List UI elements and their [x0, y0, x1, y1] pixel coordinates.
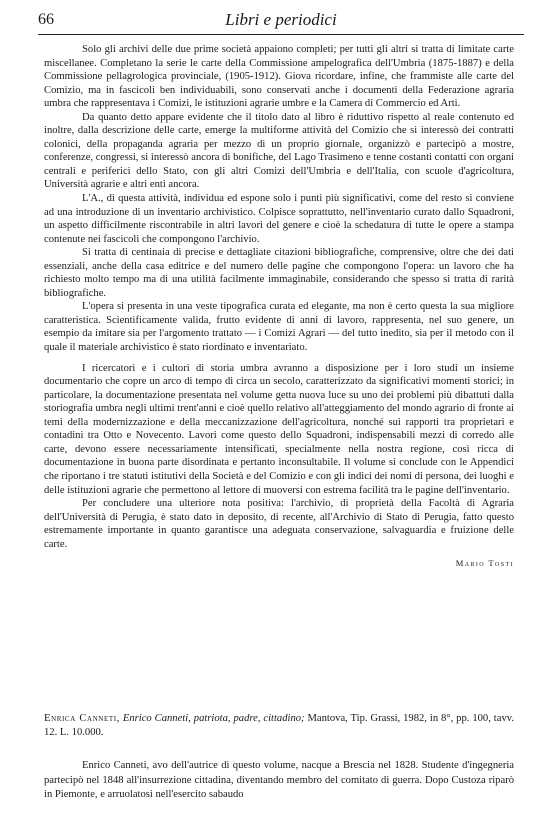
paragraph: I ricercatori e i cultori di storia umbra avranno a disposizione per i loro studi un insieme documentario che copre un arco di tempo di circa un secolo, caratterizzato da significativi momenti storici; in particolare, la documentazione presentata nel volume getta nuova luce su uno dei problemi più dibattuti dalla storiografia umbra negli ultimi trent'anni e cioè quello relativo all'atteggiamento del mondo agrario di fronte ai temi della modernizzazione e della meccanizzazione dell'agricoltura, nonché sui rapporti tra proprietari e contadini tra Otto e Novecento. Lavori come questo dello Squadroni, indispensabili mezzi di corredo alle carte, devono essere necessariamente intensificati, specialmente nella nostra regione, così ricca di documentazione in buona parte disordinata e pertanto inconsultabile. Il volume si conclude con le Appendici che riportano i tre statuti istitutivi della Società e del Comizio e con gli indici dei nomi di persona, dei luoghi e delle istituzioni agrarie che permettono al lettore di muoversi con estrema facilità tra le pagine dell'inventario.: [44, 362, 514, 496]
running-title: Libri e periodici: [225, 10, 337, 29]
paragraph: Per concludere una ulteriore nota positiva: l'archivio, di proprietà della Facoltà di Agraria dell'Università di Perugia, è stato dato in deposito, di recente, all'Archivio di Stato di Perugia, fatto questo estremamente importante in quanto garantisce una adeguata conservazione, salvaguardia e fruizione delle carte.: [44, 498, 514, 550]
paragraph: Solo gli archivi delle due prime società appaiono completi; per tutti gli altri si tratta di limitate carte miscellanee. Completano la serie le carte della Commissione ampelografica dell'Umbria (1875-1887) e della Commissione pellagrologica provinciale, (1905-1912). Giova ricordare, infine, che frammiste alle carte del Comizio, ma in fascicoli ben individuabili, sono conservati anche i documenti della Federazione agraria umbra che rappresentava i Comizi, le istituzioni agrarie umbre e la Camera di Commercio ed Arti.: [44, 44, 514, 110]
paragraph: Si tratta di centinaia di precise e dettagliate citazioni bibliografiche, comprensive, oltre che dei dati essenziali, anche della casa editrice e del numero delle pagine che compongono l'opera: un lavoro che ha richiesto molto tempo ma di una utilità facilmente immaginabile, considerando che spesso si tratta di rarità bibliografiche.: [44, 247, 514, 299]
paragraph: L'A., di questa attività, individua ed espone solo i punti più significativi, come del resto si conviene ad una introduzione di un inventario archivistico. Colpisce soprattutto, nell'inventario curato dallo Squadroni, un aspetto difficilmente riscontrabile in altri lavori del genere e cioè la schedatura di tutte le opere a stampa contenute nei fascicoli che compongono l'archivio.: [44, 193, 514, 245]
book-title: Enrico Canneti, patriota, padre, cittadino;: [122, 713, 305, 724]
review-body-next: [44, 759, 514, 803]
book-author: Enrica Canneti,: [44, 713, 120, 724]
reviewer-signature: Mario Tosti: [455, 558, 514, 569]
page-number: 66: [38, 11, 54, 28]
paragraph: Da quanto detto appare evidente che il titolo dato al libro è riduttivo rispetto al reale contenuto ed inoltre, dalla descrizione delle carte, emerge la multiforme attività del Comizio che si interessò dei contratti colonici, della propaganda agraria per mezzo di un proprio giornale, organizzò e partecipò a mostre, conferenze, congressi, si interessò ancora di bonifiche, del Lago Trasimeno e tenne costanti contatti con organi centrali e periferici dello Stato, con gli altri Comizi dell'Umbria e dell'Italia, con scuole d'agricoltura, Università agrarie e altri enti ancora.: [44, 111, 514, 191]
book-citation: [44, 712, 514, 741]
paragraph: Enrico Canneti, avo dell'autrice di questo volume, nacque a Brescia nel 1828. Studente d'ingegneria partecipò nel 1848 all'insurrezione cittadina, diventando membro del comitato di guerra. Dopo Custoza riparò in Piemonte, e arruolatosi nell'esercito sabaudo: [44, 760, 514, 801]
paragraph: L'opera si presenta in una veste tipografica curata ed elegante, ma non è certo questa la sua migliore caratteristica. Scientificamente valida, frutto evidente di anni di lavoro, rappresenta, nel suo genere, un esempio da imitare sia per l'argomento trattato — i Comizi Agrari — del tutto inedito, sia per il metodo con il quale il materiale archivistico è stato riordinato e inventariato.: [44, 301, 514, 354]
review-body: [44, 43, 514, 571]
running-header: [38, 10, 524, 35]
book-imprint: Mantova, Tip. Grassi, 1982, in 8°, pp. 100, tavv. 12. L. 10.000.: [44, 713, 514, 739]
